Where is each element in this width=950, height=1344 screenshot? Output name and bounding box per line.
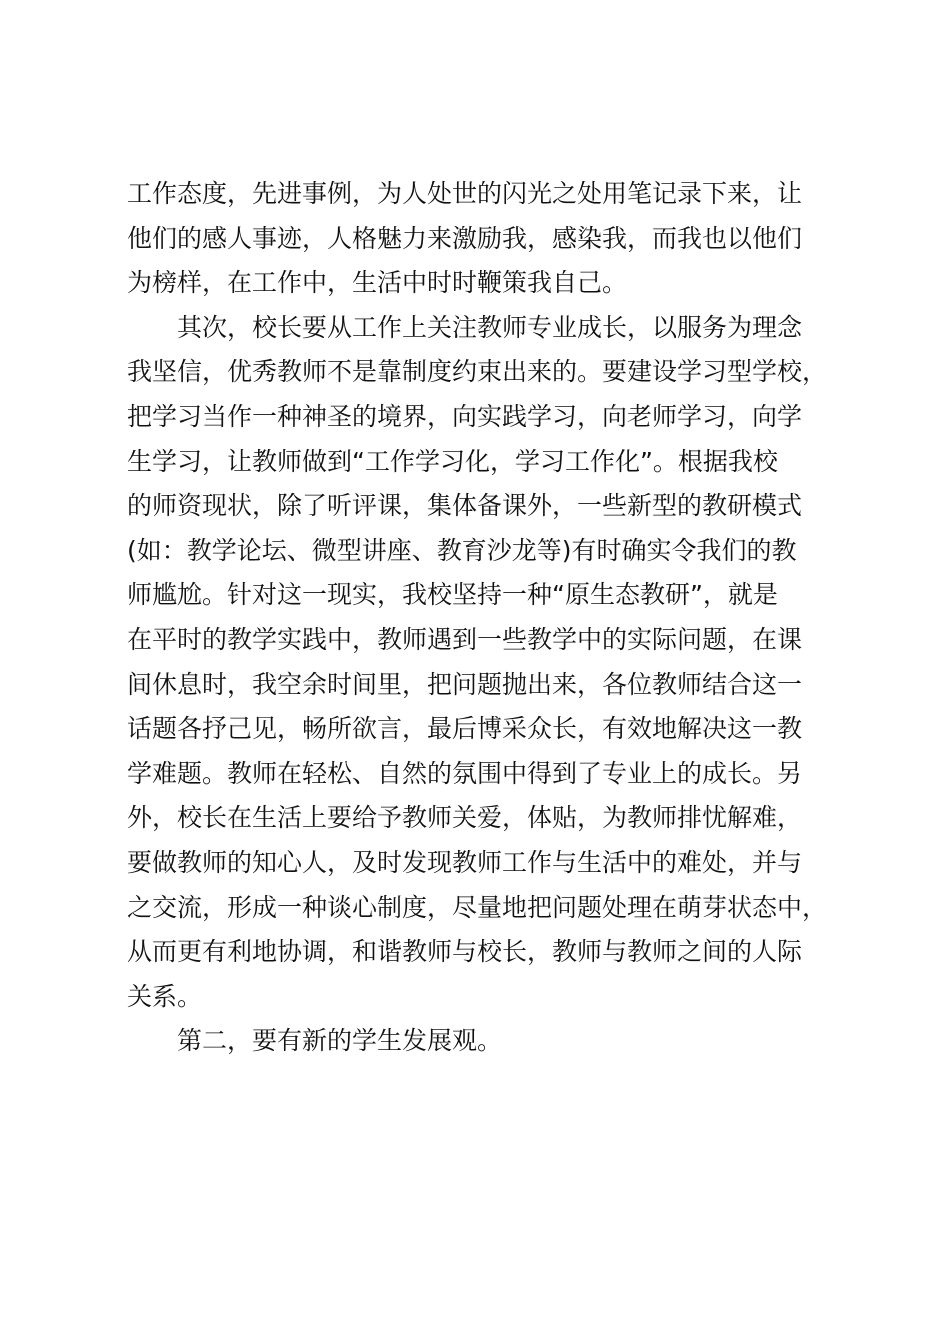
text-line: 他们的感人事迹，人格魅力来激励我，感染我，而我也以他们 [127, 223, 803, 253]
text-line: 要做教师的知心人，及时发现教师工作与生活中的难处，并与 [127, 847, 803, 877]
text-line: 生学习，让教师做到“工作学习化，学习工作化”。根据我校 [127, 446, 778, 476]
text-line: 话题各抒己见，畅所欲言，最后博采众长，有效地解决这一教 [127, 714, 803, 744]
text-line: 在平时的教学实践中，教师遇到一些教学中的实际问题，在课 [127, 624, 803, 654]
text-line: (如：教学论坛、微型讲座、教育沙龙等)有时确实令我们的教 [127, 535, 797, 565]
text-line: 间休息时，我空余时间里，把问题抛出来，各位教师结合这一 [127, 669, 803, 699]
text-line: 把学习当作一种神圣的境界，向实践学习，向老师学习，向学 [127, 401, 803, 431]
text-line: 师尴尬。针对这一现实，我校坚持一种“原生态教研”，就是 [127, 580, 778, 610]
paragraph-start-line: 第二，要有新的学生发展观。 [177, 1026, 503, 1056]
text-line: 的师资现状，除了听评课，集体备课外，一些新型的教研模式 [127, 491, 803, 521]
paragraph-start-line: 其次，校长要从工作上关注教师专业成长，以服务为理念 [177, 312, 803, 342]
text-line: 工作态度，先进事例，为人处世的闪光之处用笔记录下来，让 [127, 179, 803, 208]
text-line: 外，校长在生活上要给予教师关爱，体贴，为教师排忧解难， [127, 803, 803, 833]
text-line: 之交流，形成一种谈心制度，尽量地把问题处理在萌芽状态中， [127, 892, 828, 922]
text-line: 从而更有利地协调，和谐教师与校长，教师与教师之间的人际 [127, 937, 803, 967]
body-text [127, 172, 847, 1064]
text-line: 学难题。教师在轻松、自然的氛围中得到了专业上的成长。另 [127, 758, 803, 788]
text-line: 关系。 [127, 981, 203, 1011]
text-line: 我坚信，优秀教师不是靠制度约束出来的。要建设学习型学校， [127, 357, 828, 387]
text-line: 为榜样，在工作中，生活中时时鞭策我自己。 [127, 268, 628, 298]
